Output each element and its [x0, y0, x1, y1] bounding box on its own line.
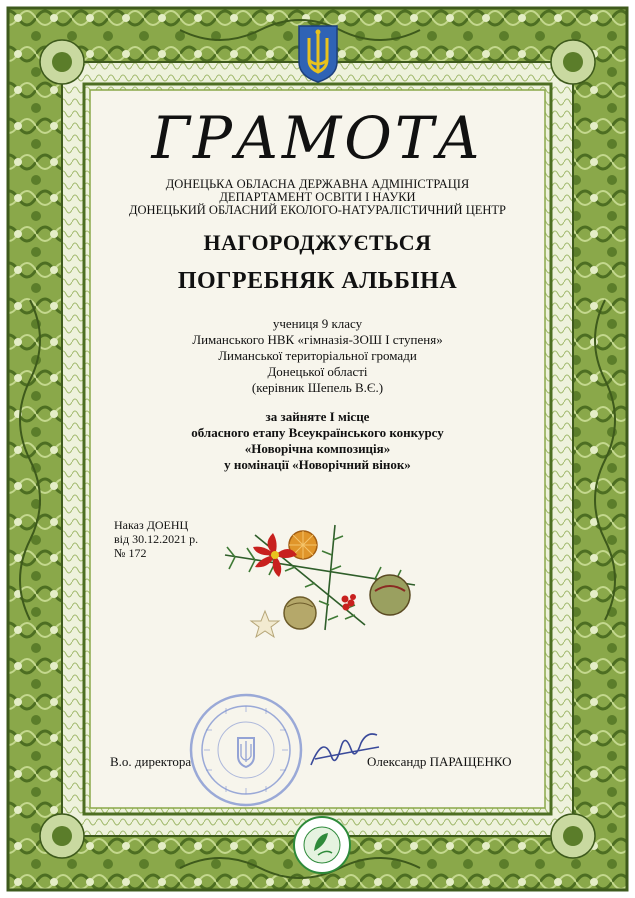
achievement-line-stage: обласного етапу Всеукраїнського конкурсу: [191, 425, 444, 440]
achievement-line-contest: «Новорічна композиція»: [244, 441, 391, 456]
info-line-supervisor: (керівник Шепель В.Є.): [251, 380, 384, 395]
coat-of-arms-icon: [297, 24, 339, 84]
signatory-name: Олександр ПАРАЩЕНКО: [367, 754, 512, 769]
order-line-number: № 172: [114, 546, 147, 560]
signatory-title: В.о. директора: [110, 754, 192, 769]
achievement-line-nomination: у номінації «Новорічний вінок»: [224, 457, 411, 472]
certificate-title: ГРАМОТА: [151, 104, 484, 172]
organization-line-3: ДОНЕЦЬКИЙ ОБЛАСНИЙ ЕКОЛОГО-НАТУРАЛІСТИЧНИЙ ЦЕНТР: [128, 203, 506, 217]
stamp-icon: [186, 690, 306, 810]
eco-center-logo-icon: [292, 815, 352, 875]
info-line-community: Лиманської територіальної громади: [218, 348, 417, 363]
christmas-decoration-icon: [215, 515, 425, 645]
info-line-grade: учениця 9 класу: [272, 316, 363, 331]
organization-line-2: ДЕПАРТАМЕНТ ОСВІТИ І НАУКИ: [219, 190, 416, 204]
order-line-1: Наказ ДОЕНЦ: [114, 518, 189, 532]
achievement-line-place: за зайняте І місце: [265, 409, 370, 424]
info-line-school: Лиманського НВК «гімназія-ЗОШ І ступеня»: [192, 332, 443, 347]
order-line-date: від 30.12.2021 р.: [114, 532, 199, 546]
award-heading: НАГОРОДЖУЄТЬСЯ: [203, 230, 432, 255]
info-line-region: Донецької області: [267, 364, 368, 379]
organization-line-1: ДОНЕЦЬКА ОБЛАСНА ДЕРЖАВНА АДМІНІСТРАЦІЯ: [165, 177, 470, 191]
recipient-name: ПОГРЕБНЯК АЛЬБІНА: [177, 268, 458, 294]
